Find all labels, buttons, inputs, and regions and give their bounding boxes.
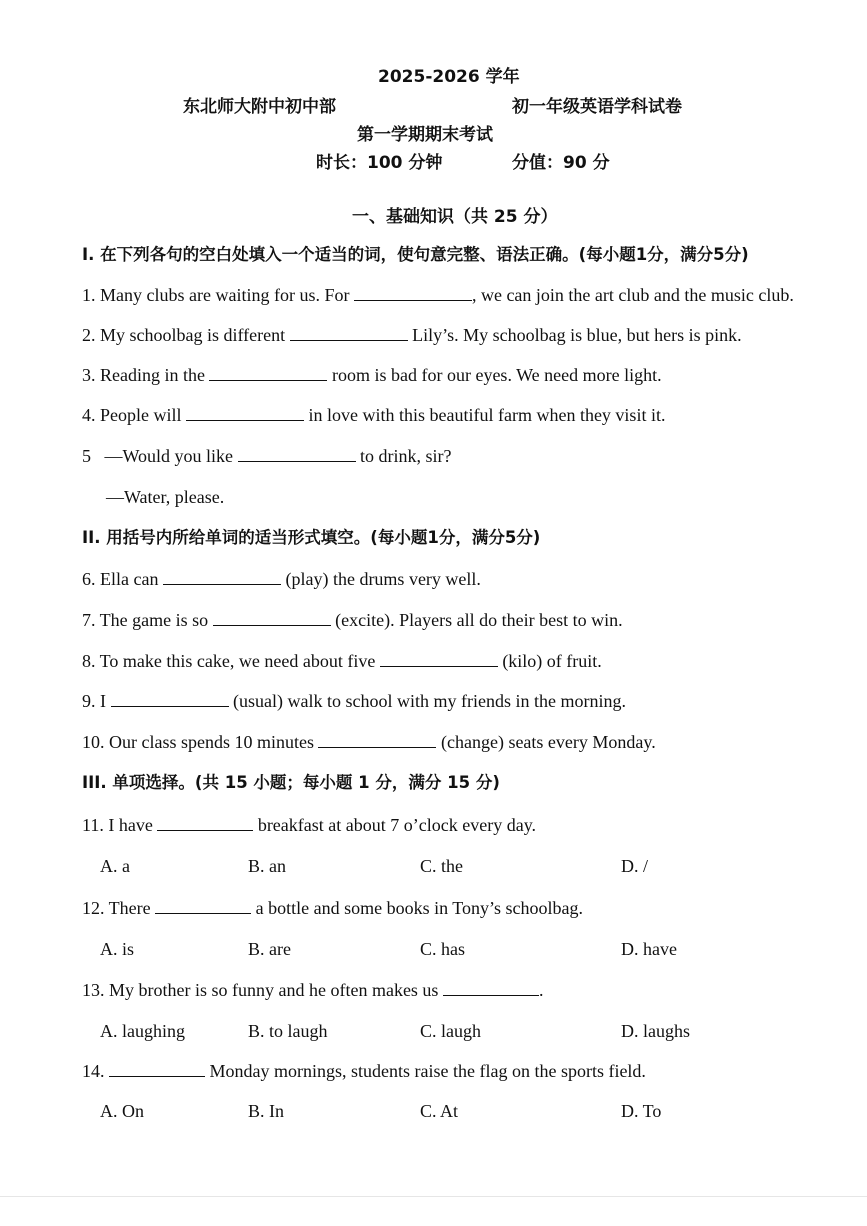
answer-blank[interactable] <box>186 404 304 421</box>
answer-blank[interactable] <box>213 609 331 626</box>
question-10 <box>82 731 656 753</box>
question-text: 1. Many clubs are waiting for us. For <box>82 285 354 305</box>
option-d[interactable]: D. laughs <box>621 1021 690 1041</box>
exam-duration: 时长：100 分钟 <box>316 153 443 173</box>
page-bottom-divider <box>0 1196 867 1197</box>
question-text: breakfast at about 7 o’clock every day. <box>253 815 537 835</box>
option-a[interactable]: A. a <box>100 856 130 876</box>
section-3-heading: III. 单项选择。(共 15 小题；每小题 1 分，满分 15 分) <box>82 773 500 792</box>
section-1-heading: I. 在下列各句的空白处填入一个适当的词，使句意完整、语法正确。(每小题1分，满分5分) <box>82 245 749 264</box>
question-text: in love with this beautiful farm when they visit it. <box>304 405 666 425</box>
question-3 <box>82 364 662 386</box>
school-name: 东北师大附中初中部 <box>183 97 336 117</box>
option-b[interactable]: B. In <box>248 1101 284 1121</box>
question-9 <box>82 690 626 712</box>
answer-blank[interactable] <box>109 1060 205 1077</box>
question-text: (excite). Players all do their best to win. <box>330 610 623 630</box>
option-a[interactable]: A. is <box>100 939 135 959</box>
question-6 <box>82 568 481 590</box>
exam-name: 第一学期期末考试 <box>357 125 493 145</box>
answer-blank[interactable] <box>443 979 539 996</box>
answer-blank[interactable] <box>238 445 356 462</box>
option-d[interactable]: D. To <box>621 1101 662 1121</box>
exam-year: 2025-2026 学年 <box>378 67 520 87</box>
question-4 <box>82 404 665 426</box>
answer-blank[interactable] <box>354 284 472 301</box>
question-text: room is bad for our eyes. We need more light. <box>327 365 662 385</box>
question-text: 12. There <box>82 898 156 918</box>
question-text: 11. I have <box>82 815 158 835</box>
answer-blank[interactable] <box>111 690 229 707</box>
question-text: 10. Our class spends 10 minutes <box>82 732 319 752</box>
option-c[interactable]: C. laugh <box>420 1021 481 1041</box>
question-5-reply: —Water, please. <box>106 487 225 507</box>
question-text: (play) the drums very well. <box>280 569 481 589</box>
question-5 <box>82 445 452 467</box>
option-b[interactable]: B. to laugh <box>248 1021 328 1041</box>
question-text: 3. Reading in the <box>82 365 210 385</box>
option-c[interactable]: C. the <box>420 856 463 876</box>
question-text: 14. <box>82 1061 109 1081</box>
question-text: 8. To make this cake, we need about five <box>82 651 380 671</box>
answer-blank[interactable] <box>163 568 281 585</box>
question-text: Monday mornings, students raise the flag on the sports field. <box>205 1061 646 1081</box>
option-a[interactable]: A. laughing <box>100 1021 185 1041</box>
question-text: 4. People will <box>82 405 186 425</box>
answer-blank[interactable] <box>318 731 436 748</box>
question-text: (change) seats every Monday. <box>436 732 656 752</box>
answer-blank[interactable] <box>290 324 408 341</box>
answer-blank[interactable] <box>209 364 327 381</box>
part-one-title: 一、基础知识（共 25 分） <box>352 207 558 227</box>
question-13 <box>82 979 543 1001</box>
question-1 <box>82 284 794 306</box>
question-text: . <box>538 980 544 1000</box>
question-text: a bottle and some books in Tony’s schoolbag. <box>251 898 584 918</box>
question-text: to drink, sir? <box>355 446 452 466</box>
question-text: 13. My brother is so funny and he often makes us <box>82 980 443 1000</box>
answer-blank[interactable] <box>155 897 251 914</box>
answer-blank[interactable] <box>157 814 253 831</box>
section-2-heading: II. 用括号内所给单词的适当形式填空。(每小题1分，满分5分) <box>82 528 541 547</box>
question-text: 9. I <box>82 691 111 711</box>
option-c[interactable]: C. At <box>420 1101 459 1121</box>
option-c[interactable]: C. has <box>420 939 465 959</box>
question-text: Lily’s. My schoolbag is blue, but hers is pink. <box>407 325 742 345</box>
subject-title: 初一年级英语学科试卷 <box>512 97 682 117</box>
question-text: 6. Ella can <box>82 569 163 589</box>
question-2 <box>82 324 742 346</box>
question-8 <box>82 650 602 672</box>
question-14 <box>82 1060 646 1082</box>
answer-blank[interactable] <box>380 650 498 667</box>
exam-score: 分值：90 分 <box>512 153 610 173</box>
question-text: (kilo) of fruit. <box>497 651 602 671</box>
option-d[interactable]: D. have <box>621 939 677 959</box>
question-text: 5 —Would you like <box>82 446 238 466</box>
question-text: 7. The game is so <box>82 610 213 630</box>
question-12 <box>82 897 583 919</box>
option-a[interactable]: A. On <box>100 1101 144 1121</box>
question-text: (usual) walk to school with my friends in the morning. <box>228 691 626 711</box>
question-text: , we can join the art club and the music club. <box>471 285 794 305</box>
question-11 <box>82 814 536 836</box>
question-7 <box>82 609 623 631</box>
option-b[interactable]: B. are <box>248 939 291 959</box>
option-d[interactable]: D. / <box>621 856 648 876</box>
question-text: 2. My schoolbag is different <box>82 325 290 345</box>
option-b[interactable]: B. an <box>248 856 286 876</box>
